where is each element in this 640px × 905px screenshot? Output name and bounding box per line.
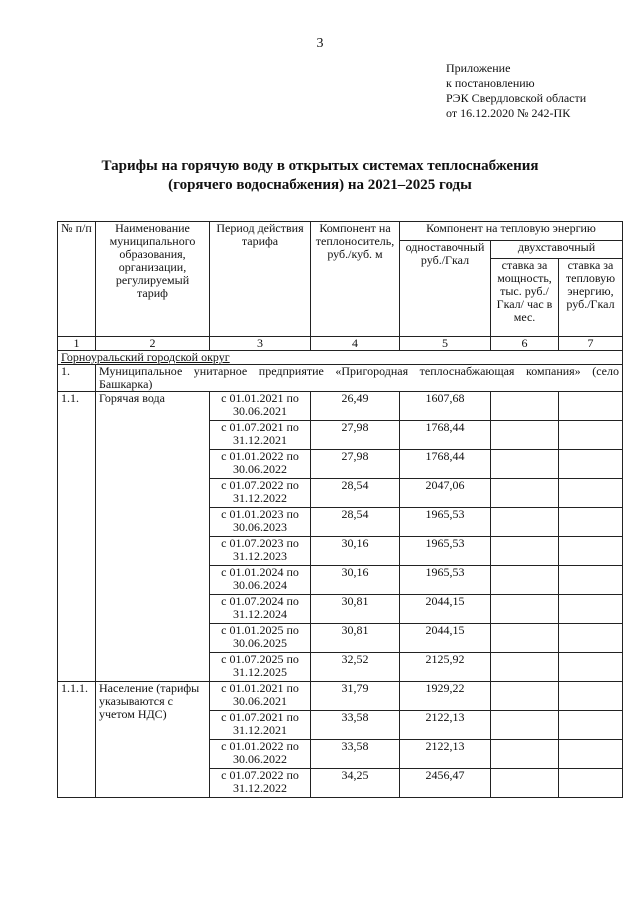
single-rate-value: 1607,68 <box>400 392 491 421</box>
energy-rate-value <box>559 653 623 682</box>
single-rate-value: 1965,53 <box>400 508 491 537</box>
title-line: Тарифы на горячую воду в открытых системах теплоснабжения <box>101 158 539 174</box>
single-rate-value: 1965,53 <box>400 566 491 595</box>
coolant-value: 33,58 <box>311 740 400 769</box>
energy-rate-value <box>559 421 623 450</box>
coolant-value: 32,52 <box>311 653 400 682</box>
period-cell: с 01.07.2023 по 31.12.2023 <box>210 537 311 566</box>
single-rate-value: 1768,44 <box>400 450 491 479</box>
coolant-value: 27,98 <box>311 421 400 450</box>
organization-row <box>58 365 623 392</box>
title-line: (горячего водоснабжения) на 2021–2025 годы <box>168 177 472 193</box>
region-row <box>58 351 623 365</box>
energy-rate-value <box>559 537 623 566</box>
tariff-table <box>57 221 623 798</box>
coolant-value: 28,54 <box>311 479 400 508</box>
energy-rate-value <box>559 624 623 653</box>
header-capacity-rate: ставка за мощность, тыс. руб./Гкал/ час в мес. <box>491 259 559 337</box>
period-cell: с 01.07.2021 по 31.12.2021 <box>210 421 311 450</box>
appendix-line: РЭК Свердловской области <box>446 91 587 105</box>
header-period: Период действия тарифа <box>210 222 311 337</box>
tariff-row <box>58 682 623 711</box>
capacity-rate-value <box>491 450 559 479</box>
group-name: Население (тарифы указываются с учетом НДС) <box>96 682 210 798</box>
energy-rate-value <box>559 392 623 421</box>
single-rate-value: 2122,13 <box>400 740 491 769</box>
capacity-rate-value <box>491 566 559 595</box>
period-cell: с 01.01.2021 по 30.06.2021 <box>210 392 311 421</box>
coolant-value: 30,81 <box>311 624 400 653</box>
energy-rate-value <box>559 740 623 769</box>
column-number: 4 <box>311 337 400 351</box>
capacity-rate-value <box>491 537 559 566</box>
column-number: 2 <box>96 337 210 351</box>
group-number: 1.1. <box>58 392 96 682</box>
period-cell: с 01.07.2025 по 31.12.2025 <box>210 653 311 682</box>
single-rate-value: 2122,13 <box>400 711 491 740</box>
coolant-value: 30,16 <box>311 537 400 566</box>
column-number-row <box>58 337 623 351</box>
column-number: 6 <box>491 337 559 351</box>
single-rate-value: 1768,44 <box>400 421 491 450</box>
appendix-line: от 16.12.2020 № 242-ПК <box>446 106 571 120</box>
single-rate-value: 1929,22 <box>400 682 491 711</box>
coolant-value: 27,98 <box>311 450 400 479</box>
single-rate-value: 2044,15 <box>400 595 491 624</box>
coolant-value: 33,58 <box>311 711 400 740</box>
coolant-value: 26,49 <box>311 392 400 421</box>
header-single-rate: одноставочный руб./Гкал <box>400 241 491 337</box>
period-cell: с 01.01.2021 по 30.06.2021 <box>210 682 311 711</box>
single-rate-value: 2044,15 <box>400 624 491 653</box>
capacity-rate-value <box>491 740 559 769</box>
energy-rate-value <box>559 450 623 479</box>
capacity-rate-value <box>491 595 559 624</box>
capacity-rate-value <box>491 421 559 450</box>
energy-rate-value <box>559 711 623 740</box>
column-number: 1 <box>58 337 96 351</box>
header-coolant: Компонент на теплоноситель, руб./куб. м <box>311 222 400 337</box>
document-title <box>0 157 640 195</box>
page-number: 3 <box>316 36 324 51</box>
capacity-rate-value <box>491 711 559 740</box>
period-cell: с 01.01.2022 по 30.06.2022 <box>210 740 311 769</box>
appendix-note <box>446 61 586 121</box>
capacity-rate-value <box>491 653 559 682</box>
capacity-rate-value <box>491 479 559 508</box>
capacity-rate-value <box>491 392 559 421</box>
period-cell: с 01.07.2022 по 31.12.2022 <box>210 479 311 508</box>
appendix-line: Приложение <box>446 61 511 75</box>
header-energy-rate: ставка за тепловую энергию, руб./Гкал <box>559 259 623 337</box>
single-rate-value: 2047,06 <box>400 479 491 508</box>
capacity-rate-value <box>491 508 559 537</box>
single-rate-value: 2456,47 <box>400 769 491 798</box>
organization-number: 1. <box>58 365 96 392</box>
column-number: 3 <box>210 337 311 351</box>
capacity-rate-value <box>491 682 559 711</box>
coolant-value: 31,79 <box>311 682 400 711</box>
region-name: Горноуральский городской округ <box>58 351 623 365</box>
energy-rate-value <box>559 566 623 595</box>
column-number: 5 <box>400 337 491 351</box>
capacity-rate-value <box>491 624 559 653</box>
energy-rate-value <box>559 769 623 798</box>
period-cell: с 01.07.2024 по 31.12.2024 <box>210 595 311 624</box>
period-cell: с 01.01.2023 по 30.06.2023 <box>210 508 311 537</box>
header-num: № п/п <box>58 222 96 337</box>
header-name: Наименование муниципального образования, организации, регулируемый тариф <box>96 222 210 337</box>
organization-name: Муниципальное унитарное предприятие «Пригородная теплоснабжающая компания» (село Башкарка) <box>96 365 623 392</box>
coolant-value: 28,54 <box>311 508 400 537</box>
energy-rate-value <box>559 508 623 537</box>
tariff-row <box>58 392 623 421</box>
group-name: Горячая вода <box>96 392 210 682</box>
period-cell: с 01.07.2022 по 31.12.2022 <box>210 769 311 798</box>
single-rate-value: 2125,92 <box>400 653 491 682</box>
coolant-value: 30,81 <box>311 595 400 624</box>
energy-rate-value <box>559 595 623 624</box>
appendix-line: к постановлению <box>446 76 535 90</box>
coolant-value: 30,16 <box>311 566 400 595</box>
single-rate-value: 1965,53 <box>400 537 491 566</box>
period-cell: с 01.01.2025 по 30.06.2025 <box>210 624 311 653</box>
period-cell: с 01.01.2022 по 30.06.2022 <box>210 450 311 479</box>
header-two-rate: двухставочный <box>491 241 623 259</box>
column-number: 7 <box>559 337 623 351</box>
period-cell: с 01.01.2024 по 30.06.2024 <box>210 566 311 595</box>
period-cell: с 01.07.2021 по 31.12.2021 <box>210 711 311 740</box>
header-heat-energy: Компонент на тепловую энергию <box>400 222 623 241</box>
coolant-value: 34,25 <box>311 769 400 798</box>
energy-rate-value <box>559 682 623 711</box>
group-number: 1.1.1. <box>58 682 96 798</box>
capacity-rate-value <box>491 769 559 798</box>
energy-rate-value <box>559 479 623 508</box>
